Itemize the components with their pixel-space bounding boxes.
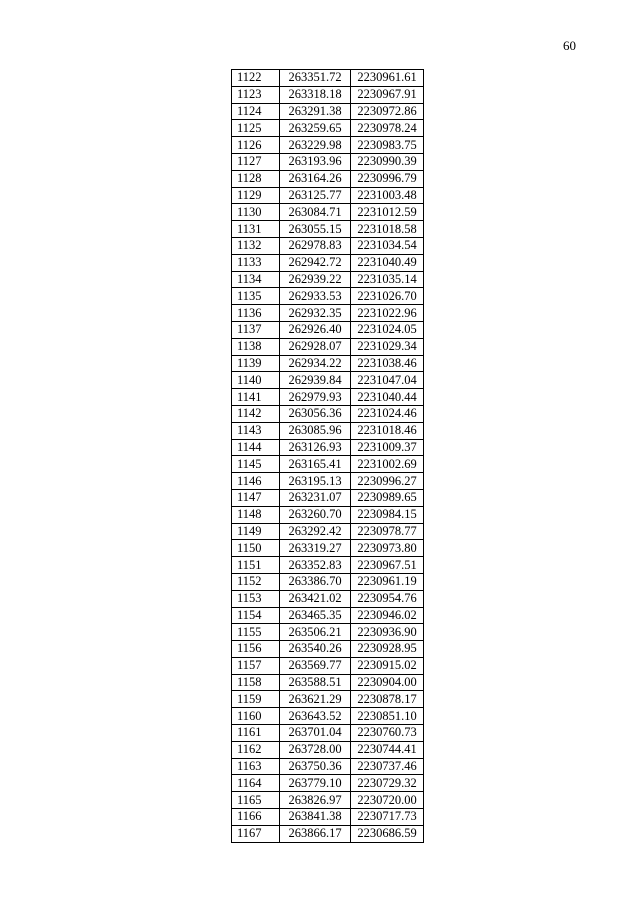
x-coordinate-cell: 263421.02 bbox=[280, 590, 351, 607]
y-coordinate-cell: 2230915.02 bbox=[351, 657, 424, 674]
y-coordinate-cell: 2231034.54 bbox=[351, 237, 424, 254]
point-number-cell: 1145 bbox=[232, 456, 280, 473]
y-coordinate-cell: 2230972.86 bbox=[351, 103, 424, 120]
y-coordinate-cell: 2230983.75 bbox=[351, 137, 424, 154]
table-row bbox=[232, 355, 424, 372]
x-coordinate-cell: 263229.98 bbox=[280, 137, 351, 154]
table-row bbox=[232, 809, 424, 826]
point-number-cell: 1125 bbox=[232, 120, 280, 137]
y-coordinate-cell: 2230946.02 bbox=[351, 607, 424, 624]
y-coordinate-cell: 2230686.59 bbox=[351, 825, 424, 842]
table-row bbox=[232, 523, 424, 540]
point-number-cell: 1154 bbox=[232, 607, 280, 624]
y-coordinate-cell: 2230760.73 bbox=[351, 725, 424, 742]
point-number-cell: 1132 bbox=[232, 237, 280, 254]
point-number-cell: 1166 bbox=[232, 809, 280, 826]
coordinates-table bbox=[231, 69, 424, 843]
x-coordinate-cell: 263351.72 bbox=[280, 70, 351, 87]
table-row bbox=[232, 221, 424, 238]
y-coordinate-cell: 2231026.70 bbox=[351, 288, 424, 305]
x-coordinate-cell: 262933.53 bbox=[280, 288, 351, 305]
x-coordinate-cell: 263841.38 bbox=[280, 809, 351, 826]
y-coordinate-cell: 2230978.24 bbox=[351, 120, 424, 137]
table-row bbox=[232, 439, 424, 456]
x-coordinate-cell: 263569.77 bbox=[280, 657, 351, 674]
point-number-cell: 1136 bbox=[232, 305, 280, 322]
x-coordinate-cell: 263540.26 bbox=[280, 641, 351, 658]
x-coordinate-cell: 263318.18 bbox=[280, 86, 351, 103]
y-coordinate-cell: 2231035.14 bbox=[351, 271, 424, 288]
x-coordinate-cell: 263193.96 bbox=[280, 153, 351, 170]
point-number-cell: 1138 bbox=[232, 338, 280, 355]
table-row bbox=[232, 540, 424, 557]
point-number-cell: 1150 bbox=[232, 540, 280, 557]
y-coordinate-cell: 2230961.61 bbox=[351, 70, 424, 87]
point-number-cell: 1144 bbox=[232, 439, 280, 456]
y-coordinate-cell: 2231038.46 bbox=[351, 355, 424, 372]
x-coordinate-cell: 262928.07 bbox=[280, 338, 351, 355]
point-number-cell: 1123 bbox=[232, 86, 280, 103]
point-number-cell: 1159 bbox=[232, 691, 280, 708]
y-coordinate-cell: 2230961.19 bbox=[351, 573, 424, 590]
table-row bbox=[232, 305, 424, 322]
table-row bbox=[232, 473, 424, 490]
table-row bbox=[232, 674, 424, 691]
x-coordinate-cell: 263319.27 bbox=[280, 540, 351, 557]
x-coordinate-cell: 263260.70 bbox=[280, 506, 351, 523]
x-coordinate-cell: 263701.04 bbox=[280, 725, 351, 742]
x-coordinate-cell: 263055.15 bbox=[280, 221, 351, 238]
table-row bbox=[232, 204, 424, 221]
table-row bbox=[232, 825, 424, 842]
y-coordinate-cell: 2231009.37 bbox=[351, 439, 424, 456]
point-number-cell: 1130 bbox=[232, 204, 280, 221]
point-number-cell: 1161 bbox=[232, 725, 280, 742]
x-coordinate-cell: 262939.22 bbox=[280, 271, 351, 288]
y-coordinate-cell: 2231024.46 bbox=[351, 405, 424, 422]
table-row bbox=[232, 641, 424, 658]
point-number-cell: 1141 bbox=[232, 389, 280, 406]
table-row bbox=[232, 607, 424, 624]
y-coordinate-cell: 2230744.41 bbox=[351, 741, 424, 758]
point-number-cell: 1155 bbox=[232, 624, 280, 641]
table-row bbox=[232, 137, 424, 154]
y-coordinate-cell: 2230729.32 bbox=[351, 775, 424, 792]
point-number-cell: 1147 bbox=[232, 489, 280, 506]
table-row bbox=[232, 792, 424, 809]
y-coordinate-cell: 2230984.15 bbox=[351, 506, 424, 523]
x-coordinate-cell: 263085.96 bbox=[280, 422, 351, 439]
x-coordinate-cell: 263826.97 bbox=[280, 792, 351, 809]
x-coordinate-cell: 263291.38 bbox=[280, 103, 351, 120]
point-number-cell: 1164 bbox=[232, 775, 280, 792]
table-row bbox=[232, 456, 424, 473]
x-coordinate-cell: 263779.10 bbox=[280, 775, 351, 792]
table-row bbox=[232, 775, 424, 792]
point-number-cell: 1149 bbox=[232, 523, 280, 540]
y-coordinate-cell: 2231024.05 bbox=[351, 321, 424, 338]
x-coordinate-cell: 263386.70 bbox=[280, 573, 351, 590]
table-row bbox=[232, 557, 424, 574]
y-coordinate-cell: 2230720.00 bbox=[351, 792, 424, 809]
table-row bbox=[232, 170, 424, 187]
table-row bbox=[232, 657, 424, 674]
y-coordinate-cell: 2231040.49 bbox=[351, 254, 424, 271]
x-coordinate-cell: 262934.22 bbox=[280, 355, 351, 372]
table-row bbox=[232, 187, 424, 204]
y-coordinate-cell: 2230904.00 bbox=[351, 674, 424, 691]
point-number-cell: 1156 bbox=[232, 641, 280, 658]
point-number-cell: 1163 bbox=[232, 758, 280, 775]
x-coordinate-cell: 263506.21 bbox=[280, 624, 351, 641]
point-number-cell: 1124 bbox=[232, 103, 280, 120]
y-coordinate-cell: 2230973.80 bbox=[351, 540, 424, 557]
y-coordinate-cell: 2230967.51 bbox=[351, 557, 424, 574]
table-row bbox=[232, 271, 424, 288]
point-number-cell: 1143 bbox=[232, 422, 280, 439]
point-number-cell: 1142 bbox=[232, 405, 280, 422]
x-coordinate-cell: 263292.42 bbox=[280, 523, 351, 540]
point-number-cell: 1122 bbox=[232, 70, 280, 87]
x-coordinate-cell: 262932.35 bbox=[280, 305, 351, 322]
y-coordinate-cell: 2231047.04 bbox=[351, 372, 424, 389]
point-number-cell: 1133 bbox=[232, 254, 280, 271]
y-coordinate-cell: 2231003.48 bbox=[351, 187, 424, 204]
y-coordinate-cell: 2230989.65 bbox=[351, 489, 424, 506]
y-coordinate-cell: 2231002.69 bbox=[351, 456, 424, 473]
x-coordinate-cell: 262942.72 bbox=[280, 254, 351, 271]
table-row bbox=[232, 741, 424, 758]
y-coordinate-cell: 2230737.46 bbox=[351, 758, 424, 775]
point-number-cell: 1126 bbox=[232, 137, 280, 154]
x-coordinate-cell: 262978.83 bbox=[280, 237, 351, 254]
table-row bbox=[232, 70, 424, 87]
table-row bbox=[232, 389, 424, 406]
point-number-cell: 1131 bbox=[232, 221, 280, 238]
y-coordinate-cell: 2230996.79 bbox=[351, 170, 424, 187]
table-row bbox=[232, 758, 424, 775]
x-coordinate-cell: 263728.00 bbox=[280, 741, 351, 758]
x-coordinate-cell: 263165.41 bbox=[280, 456, 351, 473]
point-number-cell: 1128 bbox=[232, 170, 280, 187]
table-row bbox=[232, 590, 424, 607]
point-number-cell: 1139 bbox=[232, 355, 280, 372]
x-coordinate-cell: 263164.26 bbox=[280, 170, 351, 187]
y-coordinate-cell: 2230967.91 bbox=[351, 86, 424, 103]
y-coordinate-cell: 2231029.34 bbox=[351, 338, 424, 355]
x-coordinate-cell: 263643.52 bbox=[280, 708, 351, 725]
point-number-cell: 1146 bbox=[232, 473, 280, 490]
x-coordinate-cell: 262979.93 bbox=[280, 389, 351, 406]
point-number-cell: 1135 bbox=[232, 288, 280, 305]
table-row bbox=[232, 86, 424, 103]
y-coordinate-cell: 2231022.96 bbox=[351, 305, 424, 322]
point-number-cell: 1162 bbox=[232, 741, 280, 758]
table-row bbox=[232, 422, 424, 439]
table-row bbox=[232, 405, 424, 422]
x-coordinate-cell: 263259.65 bbox=[280, 120, 351, 137]
x-coordinate-cell: 262939.84 bbox=[280, 372, 351, 389]
y-coordinate-cell: 2231040.44 bbox=[351, 389, 424, 406]
x-coordinate-cell: 263866.17 bbox=[280, 825, 351, 842]
x-coordinate-cell: 263352.83 bbox=[280, 557, 351, 574]
point-number-cell: 1157 bbox=[232, 657, 280, 674]
y-coordinate-cell: 2230717.73 bbox=[351, 809, 424, 826]
point-number-cell: 1152 bbox=[232, 573, 280, 590]
table-row bbox=[232, 489, 424, 506]
table-row bbox=[232, 103, 424, 120]
table-row bbox=[232, 153, 424, 170]
table-row bbox=[232, 237, 424, 254]
y-coordinate-cell: 2230936.90 bbox=[351, 624, 424, 641]
y-coordinate-cell: 2231012.59 bbox=[351, 204, 424, 221]
point-number-cell: 1167 bbox=[232, 825, 280, 842]
y-coordinate-cell: 2230990.39 bbox=[351, 153, 424, 170]
table-row bbox=[232, 120, 424, 137]
point-number-cell: 1129 bbox=[232, 187, 280, 204]
table-row bbox=[232, 372, 424, 389]
coordinates-table-body bbox=[232, 70, 424, 843]
table-row bbox=[232, 624, 424, 641]
table-row bbox=[232, 506, 424, 523]
point-number-cell: 1140 bbox=[232, 372, 280, 389]
x-coordinate-cell: 263056.36 bbox=[280, 405, 351, 422]
x-coordinate-cell: 263750.36 bbox=[280, 758, 351, 775]
y-coordinate-cell: 2231018.46 bbox=[351, 422, 424, 439]
y-coordinate-cell: 2230996.27 bbox=[351, 473, 424, 490]
point-number-cell: 1137 bbox=[232, 321, 280, 338]
table-row bbox=[232, 725, 424, 742]
point-number-cell: 1158 bbox=[232, 674, 280, 691]
x-coordinate-cell: 262926.40 bbox=[280, 321, 351, 338]
table-row bbox=[232, 708, 424, 725]
x-coordinate-cell: 263465.35 bbox=[280, 607, 351, 624]
point-number-cell: 1160 bbox=[232, 708, 280, 725]
y-coordinate-cell: 2230851.10 bbox=[351, 708, 424, 725]
x-coordinate-cell: 263231.07 bbox=[280, 489, 351, 506]
y-coordinate-cell: 2231018.58 bbox=[351, 221, 424, 238]
table-row bbox=[232, 573, 424, 590]
x-coordinate-cell: 263588.51 bbox=[280, 674, 351, 691]
y-coordinate-cell: 2230878.17 bbox=[351, 691, 424, 708]
x-coordinate-cell: 263126.93 bbox=[280, 439, 351, 456]
point-number-cell: 1134 bbox=[232, 271, 280, 288]
table-row bbox=[232, 254, 424, 271]
table-row bbox=[232, 691, 424, 708]
page-number: 60 bbox=[563, 38, 576, 53]
x-coordinate-cell: 263125.77 bbox=[280, 187, 351, 204]
point-number-cell: 1151 bbox=[232, 557, 280, 574]
y-coordinate-cell: 2230954.76 bbox=[351, 590, 424, 607]
x-coordinate-cell: 263084.71 bbox=[280, 204, 351, 221]
point-number-cell: 1148 bbox=[232, 506, 280, 523]
table-row bbox=[232, 321, 424, 338]
x-coordinate-cell: 263195.13 bbox=[280, 473, 351, 490]
x-coordinate-cell: 263621.29 bbox=[280, 691, 351, 708]
y-coordinate-cell: 2230928.95 bbox=[351, 641, 424, 658]
point-number-cell: 1127 bbox=[232, 153, 280, 170]
y-coordinate-cell: 2230978.77 bbox=[351, 523, 424, 540]
table-row bbox=[232, 288, 424, 305]
point-number-cell: 1153 bbox=[232, 590, 280, 607]
point-number-cell: 1165 bbox=[232, 792, 280, 809]
table-row bbox=[232, 338, 424, 355]
